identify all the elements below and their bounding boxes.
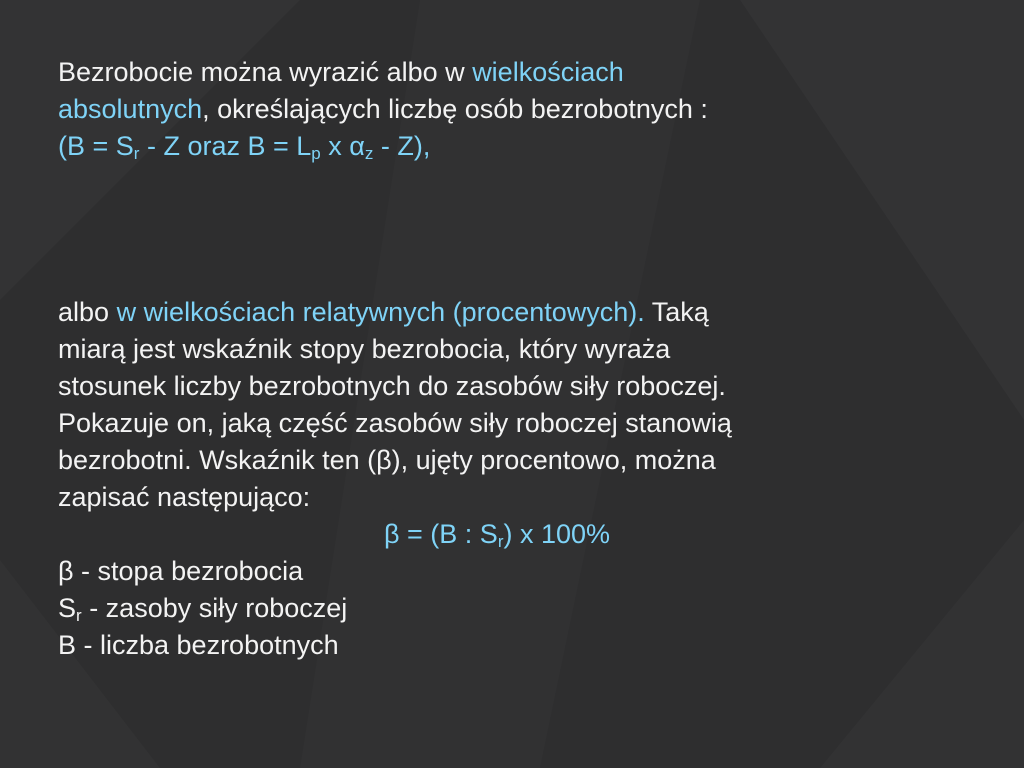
eq-subscript: z [364, 144, 374, 163]
para1-line2 [58, 91, 958, 128]
text-span: Bezrobocie można wyrazić albo w [58, 57, 473, 87]
eq-subscript: r [133, 144, 140, 163]
para1-line1 [58, 54, 958, 91]
formula-subscript: r [497, 532, 504, 551]
legend-sr [58, 590, 958, 627]
legend-text: - zasoby siły roboczej [81, 593, 348, 623]
eq-part: - Z), [373, 131, 431, 161]
highlight-text: absolutnych [58, 94, 203, 124]
spacer [58, 165, 958, 294]
text-span: Taką [644, 297, 709, 327]
para2-line2: miarą jest wskaźnik stopy bezrobocia, który wyraża [58, 334, 671, 364]
highlight-text: w wielkościach relatywnych (procentowych). [116, 297, 645, 327]
legend-b: B - liczba bezrobotnych [58, 630, 339, 660]
text-span: albo [58, 297, 117, 327]
beta-formula [58, 516, 958, 553]
slide-body [58, 54, 958, 664]
para2-line1 [58, 294, 958, 331]
eq-part: (B = S [58, 131, 134, 161]
highlight-text: wielkościach [472, 57, 624, 87]
eq-part: - Z oraz B = L [139, 131, 312, 161]
para2-line3: stosunek liczby bezrobotnych do zasobów siły roboczej. [58, 371, 726, 401]
equation-line [58, 128, 958, 165]
para2-line4: Pokazuje on, jaką część zasobów siły roboczej stanowią [58, 408, 732, 438]
para2-line6: zapisać następująco: [58, 482, 311, 512]
legend-subscript: r [76, 606, 82, 625]
legend-symbol: S [58, 593, 77, 623]
formula-part: ) x 100% [503, 519, 611, 549]
legend-beta: β - stopa bezrobocia [58, 556, 304, 586]
formula-part: β = (B : S [384, 519, 498, 549]
eq-subscript: p [311, 144, 321, 163]
eq-part: x α [320, 131, 365, 161]
text-span: , określających liczbę osób bezrobotnych : [202, 94, 708, 124]
para2-line5: bezrobotni. Wskaźnik ten (β), ujęty procentowo, można [58, 445, 716, 475]
